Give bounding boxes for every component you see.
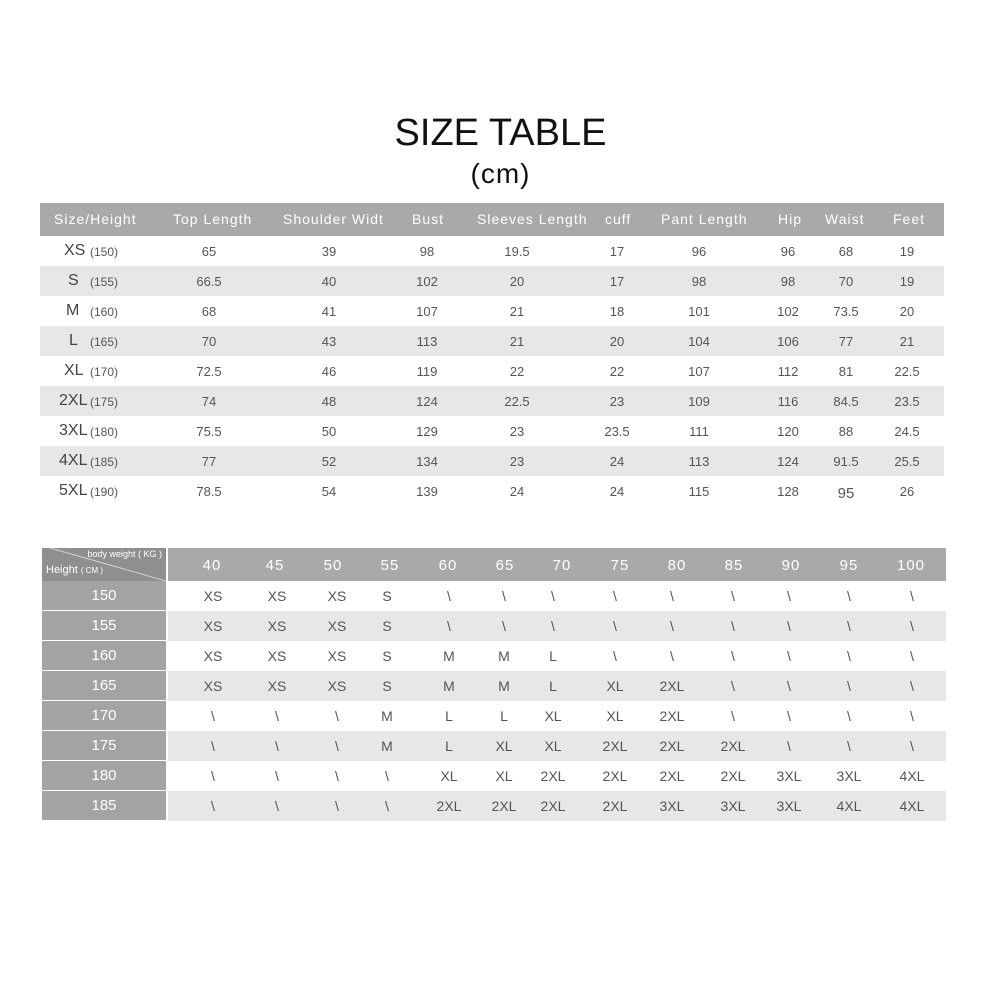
measurement-cell: 66.5 (196, 274, 222, 289)
size-cell: 3XL (776, 798, 802, 814)
height-cell: 185 (42, 791, 166, 820)
size-cell: \ (335, 738, 339, 754)
measurement-cell: 84.5 (833, 394, 859, 409)
measurement-cell: 128 (777, 484, 799, 499)
weight-header: 65 (495, 557, 515, 574)
size-cell: \ (787, 678, 791, 694)
weight-header: 70 (552, 557, 572, 574)
size-cell: \ (847, 618, 851, 634)
size-label: XS (64, 242, 86, 259)
weight-header: 80 (667, 557, 687, 574)
column-header: Sleeves Length (477, 211, 588, 227)
height-row (42, 611, 946, 641)
weight-header: 40 (202, 557, 222, 574)
measurement-cell: 21 (509, 304, 525, 319)
size-cell: 4XL (899, 768, 925, 784)
column-header: Top Length (173, 211, 253, 227)
measurement-cell: 70 (201, 334, 217, 349)
size-cell: 2XL (491, 798, 517, 814)
size-cell: \ (275, 798, 279, 814)
height-row (42, 581, 946, 611)
measurement-cell: 113 (416, 334, 438, 349)
size-cell: XL (440, 768, 458, 784)
measurement-cell: 24 (509, 484, 525, 499)
measurement-cell: 139 (416, 484, 438, 499)
size-label: M (66, 302, 80, 319)
height-value: (155) (90, 275, 119, 289)
size-cell: \ (385, 798, 389, 814)
size-cell: \ (847, 738, 851, 754)
size-row (40, 296, 944, 326)
size-cell: 2XL (720, 738, 746, 754)
measurement-cell: 109 (688, 394, 710, 409)
size-cell: M (498, 678, 510, 694)
size-cell: \ (731, 708, 735, 724)
size-cell: \ (787, 708, 791, 724)
measurement-cell: 116 (777, 394, 799, 409)
size-row (40, 416, 944, 446)
size-row (40, 356, 944, 386)
measurement-cell: 129 (416, 424, 438, 439)
column-header: Pant Length (661, 211, 748, 227)
size-cell: S (382, 588, 392, 604)
size-cell: \ (731, 618, 735, 634)
measurement-cell: 40 (321, 274, 337, 289)
size-cell: L (445, 738, 453, 754)
height-cell: 180 (42, 761, 166, 790)
size-cell: \ (613, 618, 617, 634)
measurement-cell: 39 (321, 244, 337, 259)
weight-height-table (42, 548, 946, 821)
measurement-cell: 24 (609, 484, 625, 499)
measurement-cell: 41 (321, 304, 337, 319)
height-label-text: Height (46, 564, 78, 576)
size-cell: \ (910, 708, 914, 724)
size-cell: \ (613, 648, 617, 664)
measurement-cell: 18 (609, 304, 625, 319)
column-header: Feet (893, 211, 926, 227)
size-cell: \ (275, 708, 279, 724)
measurement-cell: 19 (899, 274, 915, 289)
measurement-cell: 88 (838, 424, 854, 439)
size-cell: \ (910, 678, 914, 694)
size-cell: \ (910, 588, 914, 604)
size-cell: \ (211, 738, 215, 754)
size-cells (168, 611, 946, 641)
measurement-cell: 102 (416, 274, 438, 289)
measurement-cell: 96 (780, 244, 796, 259)
measurement-cell: 22 (609, 364, 625, 379)
size-cell: \ (551, 618, 555, 634)
height-cell: 150 (42, 581, 166, 610)
weight-header: 100 (896, 557, 926, 574)
weight-header: 90 (781, 557, 801, 574)
weight-header: 75 (610, 557, 630, 574)
size-cell: XS (327, 618, 347, 634)
measurement-cell: 124 (777, 454, 799, 469)
size-cell: \ (211, 798, 215, 814)
size-cell: XS (327, 678, 347, 694)
height-row (42, 791, 946, 821)
size-cell: 2XL (602, 768, 628, 784)
size-row (40, 476, 944, 506)
size-cell: 4XL (899, 798, 925, 814)
size-cell: \ (787, 738, 791, 754)
size-cells (168, 761, 946, 791)
size-cells (168, 641, 946, 671)
measurement-cell: 119 (416, 364, 438, 379)
size-cell: XL (606, 708, 624, 724)
measurement-cell: 43 (321, 334, 337, 349)
size-cell: 3XL (659, 798, 685, 814)
size-cell: XL (495, 768, 513, 784)
measurement-cell: 112 (777, 364, 799, 379)
height-label (46, 564, 103, 576)
size-cell: XS (267, 648, 287, 664)
size-cell: \ (847, 708, 851, 724)
size-cell: \ (910, 648, 914, 664)
size-cell: \ (551, 588, 555, 604)
size-cell: M (381, 708, 393, 724)
weight-header-row (168, 548, 946, 581)
size-cell: 2XL (659, 738, 685, 754)
size-cell: \ (335, 798, 339, 814)
measurement-cell: 73.5 (833, 304, 859, 319)
measurement-cell: 96 (691, 244, 707, 259)
height-row (42, 641, 946, 671)
size-label: 2XL (59, 392, 88, 409)
size-cell: XS (267, 588, 287, 604)
size-cell: \ (847, 648, 851, 664)
height-value: (175) (90, 395, 119, 409)
size-cell: XS (267, 618, 287, 634)
size-cell: XL (495, 738, 513, 754)
size-cell: \ (502, 618, 506, 634)
size-cell: \ (787, 588, 791, 604)
weight-header: 50 (323, 557, 343, 574)
measurement-cell: 50 (321, 424, 337, 439)
size-cell: XS (327, 588, 347, 604)
measurement-cell: 21 (509, 334, 525, 349)
measurement-cell: 23 (509, 454, 525, 469)
weight-header: 45 (265, 557, 285, 574)
measurement-cell: 70 (838, 274, 854, 289)
page-title: SIZE TABLE (394, 112, 607, 154)
height-value: (185) (90, 455, 119, 469)
weight-header: 85 (724, 557, 744, 574)
size-cell: 2XL (659, 708, 685, 724)
measurement-cell: 72.5 (196, 364, 222, 379)
height-value: (170) (90, 365, 119, 379)
column-header: Shoulder Widt (283, 211, 384, 227)
measurement-cell: 20 (509, 274, 525, 289)
size-cell: S (382, 648, 392, 664)
height-value: (190) (90, 485, 119, 499)
measurement-cell: 98 (780, 274, 796, 289)
size-cell: \ (731, 678, 735, 694)
size-cell: \ (502, 588, 506, 604)
measurement-cell: 23.5 (604, 424, 630, 439)
size-cell: \ (787, 648, 791, 664)
size-cell: \ (670, 588, 674, 604)
size-cell: \ (847, 678, 851, 694)
size-row (40, 446, 944, 476)
height-cell: 170 (42, 701, 166, 730)
height-value: (165) (90, 335, 119, 349)
size-label: 5XL (59, 482, 88, 499)
size-cell: 2XL (602, 798, 628, 814)
size-cell: S (382, 618, 392, 634)
size-cells (168, 581, 946, 611)
measurement-cell: 17 (609, 244, 625, 259)
column-header: Bust (412, 211, 445, 227)
measurement-cell: 113 (688, 454, 710, 469)
size-cell: 4XL (836, 798, 862, 814)
size-cells (168, 731, 946, 761)
measurement-cell: 111 (689, 424, 709, 439)
size-cell: 2XL (540, 768, 566, 784)
height-unit: ( CM ) (80, 566, 104, 575)
size-cell: \ (910, 618, 914, 634)
height-cell: 175 (42, 731, 166, 760)
measurement-cell: 102 (777, 304, 799, 319)
size-cell: \ (335, 708, 339, 724)
size-label: S (68, 272, 79, 289)
size-cell: XS (203, 618, 223, 634)
size-cell: 2XL (659, 678, 685, 694)
weight-table-header (42, 548, 946, 581)
measurement-cell: 134 (416, 454, 438, 469)
measurement-cell: 77 (201, 454, 217, 469)
size-cell: \ (275, 738, 279, 754)
measurement-cell: 65 (201, 244, 217, 259)
column-header: Size/Height (54, 211, 137, 227)
size-cell: M (381, 738, 393, 754)
measurement-cell: 48 (321, 394, 337, 409)
measurement-cell: 95 (837, 485, 855, 502)
height-row (42, 731, 946, 761)
size-cell: \ (670, 618, 674, 634)
size-cell: M (498, 648, 510, 664)
measurement-cell: 22 (509, 364, 525, 379)
weight-header: 60 (438, 557, 458, 574)
size-cell: \ (385, 768, 389, 784)
measurement-cell: 68 (838, 244, 854, 259)
size-table-body (40, 236, 944, 506)
measurement-cell: 21 (899, 334, 915, 349)
size-cells (168, 671, 946, 701)
height-cell: 160 (42, 641, 166, 670)
height-value: (160) (90, 305, 119, 319)
size-cell: XL (606, 678, 624, 694)
size-cell: \ (731, 648, 735, 664)
size-cell: XS (267, 678, 287, 694)
height-cell: 155 (42, 611, 166, 640)
size-cell: 2XL (720, 768, 746, 784)
size-cell: XS (203, 588, 223, 604)
unit-label: (cm) (470, 158, 531, 189)
measurement-cell: 104 (688, 334, 710, 349)
size-cell: \ (731, 588, 735, 604)
size-cell: \ (447, 588, 451, 604)
measurement-cell: 25.5 (894, 454, 920, 469)
measurement-cell: 22.5 (894, 364, 920, 379)
size-label: L (69, 332, 78, 349)
size-cells (168, 701, 946, 731)
size-row (40, 236, 944, 266)
measurement-cell: 78.5 (196, 484, 222, 499)
measurement-cell: 19 (899, 244, 915, 259)
size-label: 4XL (59, 452, 88, 469)
size-cell: \ (335, 768, 339, 784)
size-cell: M (443, 648, 455, 664)
size-cell: XS (203, 678, 223, 694)
height-row (42, 761, 946, 791)
measurement-cell: 22.5 (504, 394, 530, 409)
measurement-cell: 24 (609, 454, 625, 469)
size-cell: L (549, 678, 557, 694)
body-weight-label: body weight ( KG ) (87, 549, 162, 559)
size-cell: XS (203, 648, 223, 664)
measurement-cell: 115 (688, 484, 710, 499)
size-row (40, 266, 944, 296)
height-row (42, 671, 946, 701)
size-cell: 2XL (602, 738, 628, 754)
size-cell: 2XL (659, 768, 685, 784)
size-cell: \ (787, 618, 791, 634)
measurement-cell: 20 (899, 304, 915, 319)
size-cells (168, 791, 946, 821)
size-cell: \ (670, 648, 674, 664)
size-row (40, 326, 944, 356)
measurement-cell: 98 (419, 244, 435, 259)
measurement-cell: 26 (899, 484, 915, 499)
size-cell: L (500, 708, 508, 724)
measurement-cell: 23 (609, 394, 625, 409)
size-cell: \ (447, 618, 451, 634)
measurement-cell: 107 (688, 364, 710, 379)
size-table-header (40, 203, 944, 236)
size-label: XL (64, 362, 84, 379)
measurement-cell: 74 (201, 394, 217, 409)
size-cell: \ (275, 768, 279, 784)
size-table (40, 203, 944, 506)
measurement-cell: 52 (321, 454, 337, 469)
measurement-cell: 98 (691, 274, 707, 289)
size-cell: \ (910, 738, 914, 754)
measurement-cell: 23.5 (894, 394, 920, 409)
size-cell: 3XL (836, 768, 862, 784)
size-cell: L (445, 708, 453, 724)
size-cell: \ (211, 708, 215, 724)
size-cell: 2XL (540, 798, 566, 814)
measurement-cell: 77 (838, 334, 854, 349)
size-cell: XL (544, 708, 562, 724)
column-header: cuff (605, 211, 632, 227)
size-cell: S (382, 678, 392, 694)
column-header: Waist (825, 211, 865, 227)
size-cell: M (443, 678, 455, 694)
weight-table-body (42, 581, 946, 821)
height-value: (180) (90, 425, 119, 439)
measurement-cell: 91.5 (833, 454, 859, 469)
measurement-cell: 75.5 (196, 424, 222, 439)
measurement-cell: 124 (416, 394, 438, 409)
weight-header: 95 (839, 557, 859, 574)
measurement-cell: 20 (609, 334, 625, 349)
size-cell: \ (613, 588, 617, 604)
weight-header: 55 (380, 557, 400, 574)
measurement-cell: 101 (688, 304, 710, 319)
measurement-cell: 106 (777, 334, 799, 349)
size-cell: \ (847, 588, 851, 604)
size-cell: \ (211, 768, 215, 784)
height-row (42, 701, 946, 731)
size-row (40, 386, 944, 416)
measurement-cell: 19.5 (504, 244, 530, 259)
size-cell: XL (544, 738, 562, 754)
measurement-cell: 68 (201, 304, 217, 319)
measurement-cell: 107 (416, 304, 438, 319)
measurement-cell: 46 (321, 364, 337, 379)
measurement-cell: 120 (777, 424, 799, 439)
height-cell: 165 (42, 671, 166, 700)
size-label: 3XL (59, 422, 88, 439)
height-value: (150) (90, 245, 119, 259)
size-cell: 2XL (436, 798, 462, 814)
measurement-cell: 81 (838, 364, 854, 379)
size-cell: XS (327, 648, 347, 664)
size-cell: 3XL (776, 768, 802, 784)
column-header: Hip (778, 211, 803, 227)
size-cell: L (549, 648, 557, 664)
size-cell: 3XL (720, 798, 746, 814)
measurement-cell: 23 (509, 424, 525, 439)
corner-cell (42, 548, 166, 581)
measurement-cell: 24.5 (894, 424, 920, 439)
measurement-cell: 17 (609, 274, 625, 289)
measurement-cell: 54 (321, 484, 337, 499)
